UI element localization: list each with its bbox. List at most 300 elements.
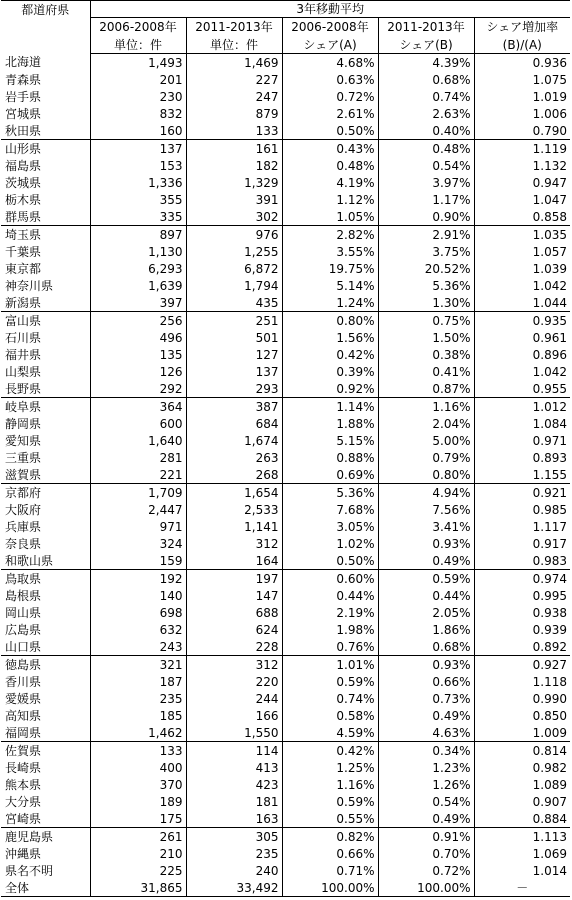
share-b-cell: 0.74% [378, 88, 474, 105]
share-a-cell: 2.61% [282, 105, 378, 122]
share-a-cell: 7.68% [282, 501, 378, 518]
prefecture-cell: 富山県 [1, 312, 90, 330]
share-rate-cell: 1.042 [532, 278, 567, 293]
table-row [1, 294, 570, 312]
prefecture-cell: 福井県 [1, 346, 90, 363]
share-a-cell: 0.59% [282, 673, 378, 690]
share-b-cell: 0.49% [378, 707, 474, 724]
share-b-cell: 0.80% [378, 466, 474, 484]
table-row [1, 312, 570, 330]
table-row [1, 793, 570, 810]
table-row [1, 570, 570, 588]
count-2006-cell: 225 [90, 862, 186, 879]
share-rate-cell: 1.042 [532, 364, 567, 379]
prefecture-cell: 山梨県 [1, 363, 90, 380]
count-2006-cell: 185 [90, 707, 186, 724]
share-b-cell: 7.56% [378, 501, 474, 518]
table-row [1, 174, 570, 191]
count-2011-cell: 1,141 [186, 518, 282, 535]
count-2006-cell: 1,493 [90, 54, 186, 72]
count-2006-cell: 6,293 [90, 260, 186, 277]
count-2011-cell: 182 [186, 157, 282, 174]
share-a-cell: 0.43% [282, 140, 378, 158]
prefecture-cell: 和歌山県 [1, 552, 90, 570]
share-rate-cell: 1.118 [532, 674, 567, 689]
table-row [1, 105, 570, 122]
share-rate-cell: 1.069 [532, 846, 567, 861]
table-row [1, 638, 570, 656]
share-a-cell: 0.80% [282, 312, 378, 330]
share-rate-cell: 0.814 [532, 743, 567, 758]
share-a-cell: 5.14% [282, 277, 378, 294]
count-2011-cell: 147 [186, 587, 282, 604]
prefecture-cell: 山形県 [1, 140, 90, 158]
prefecture-cell: 福岡県 [1, 724, 90, 742]
prefecture-cell: 石川県 [1, 329, 90, 346]
share-rate-cell: 1.047 [532, 192, 567, 207]
share-rate-cell: 0.938 [532, 605, 567, 620]
count-2011-cell: 1,550 [186, 724, 282, 742]
count-2006-cell: 210 [90, 845, 186, 862]
count-2011-cell: 435 [186, 294, 282, 312]
share-a-cell: 0.44% [282, 587, 378, 604]
table-row [1, 208, 570, 226]
count-2011-cell: 197 [186, 570, 282, 588]
share-a-cell: 0.88% [282, 449, 378, 466]
share-b-cell: 0.48% [378, 140, 474, 158]
share-b-cell: 4.94% [378, 484, 474, 502]
share-rate-cell: 0.935 [532, 313, 567, 328]
count-2006-cell: 496 [90, 329, 186, 346]
table-row [1, 191, 570, 208]
share-rate-cell: 1.039 [532, 261, 567, 276]
share-a-cell: 1.88% [282, 415, 378, 432]
prefecture-cell: 県名不明 [1, 862, 90, 879]
share-b-cell: 2.91% [378, 226, 474, 244]
table-row [1, 243, 570, 260]
share-b-cell: 1.30% [378, 294, 474, 312]
count-2011-cell: 263 [186, 449, 282, 466]
count-2006-cell: 230 [90, 88, 186, 105]
share-b-cell: 1.16% [378, 398, 474, 416]
count-2011-cell: 688 [186, 604, 282, 621]
prefecture-cell: 熊本県 [1, 776, 90, 793]
share-a-cell: 0.69% [282, 466, 378, 484]
prefecture-cell: 群馬県 [1, 208, 90, 226]
prefecture-cell: 鹿児島県 [1, 828, 90, 846]
table-row [1, 535, 570, 552]
share-a-cell: 4.68% [282, 54, 378, 72]
share-a-cell: 0.82% [282, 828, 378, 846]
header-moving-average: 3年移動平均 [90, 1, 570, 18]
count-2006-cell: 192 [90, 570, 186, 588]
share-b-cell: 0.66% [378, 673, 474, 690]
count-2011-cell: 227 [186, 71, 282, 88]
table-body [1, 54, 570, 897]
count-2011-cell: 1,329 [186, 174, 282, 191]
prefecture-cell: 宮城県 [1, 105, 90, 122]
share-b-cell: 4.63% [378, 724, 474, 742]
share-b-cell: 4.39% [378, 54, 474, 72]
count-2011-cell: 1,654 [186, 484, 282, 502]
prefecture-cell: 千葉県 [1, 243, 90, 260]
count-2011-cell: 2,533 [186, 501, 282, 518]
count-2006-cell: 187 [90, 673, 186, 690]
share-b-cell: 3.75% [378, 243, 474, 260]
count-2011-cell: 624 [186, 621, 282, 638]
share-rate-cell: 1.089 [532, 777, 567, 792]
share-rate-cell: 1.117 [532, 519, 567, 534]
prefecture-cell: 長崎県 [1, 759, 90, 776]
prefecture-cell: 愛媛県 [1, 690, 90, 707]
prefecture-cell: 新潟県 [1, 294, 90, 312]
count-2006-cell: 698 [90, 604, 186, 621]
table-row [1, 449, 570, 466]
prefecture-cell: 北海道 [1, 54, 90, 72]
count-2006-cell: 261 [90, 828, 186, 846]
share-rate-cell: 1.044 [474, 294, 570, 312]
share-rate-cell: 1.012 [532, 399, 567, 414]
count-2011-cell: 220 [186, 673, 282, 690]
prefecture-cell: 佐賀県 [1, 742, 90, 760]
share-rate-cell: 0.985 [532, 502, 567, 517]
share-rate-cell: 0.982 [532, 760, 567, 775]
prefecture-cell: 神奈川県 [1, 277, 90, 294]
prefecture-cell: 島根県 [1, 587, 90, 604]
share-a-cell: 1.01% [282, 656, 378, 674]
prefecture-cell: 京都府 [1, 484, 90, 502]
share-rate-cell: 0.790 [474, 122, 570, 140]
prefecture-cell: 埼玉県 [1, 226, 90, 244]
share-b-cell: 0.34% [378, 742, 474, 760]
prefecture-cell: 三重県 [1, 449, 90, 466]
share-b-cell: 1.50% [378, 329, 474, 346]
table-row [1, 742, 570, 760]
count-2011-cell: 413 [186, 759, 282, 776]
share-b-cell: 3.41% [378, 518, 474, 535]
share-rate-cell: 1.113 [532, 829, 567, 844]
count-2011-cell: 6,872 [186, 260, 282, 277]
share-b-cell: 0.38% [378, 346, 474, 363]
count-2006-cell: 832 [90, 105, 186, 122]
count-2006-cell: 1,639 [90, 277, 186, 294]
total-row [1, 879, 570, 897]
count-2006-cell: 292 [90, 380, 186, 398]
count-2011-cell: 312 [186, 656, 282, 674]
share-b-cell: 0.54% [378, 157, 474, 174]
table-row [1, 329, 570, 346]
share-rate-cell: 0.917 [532, 536, 567, 551]
prefecture-cell: 茨城県 [1, 174, 90, 191]
count-2006-cell: 160 [90, 122, 186, 140]
share-rate-cell: 0.892 [474, 638, 570, 656]
share-rate-cell: 0.858 [474, 208, 570, 226]
table-row [1, 484, 570, 502]
table-row [1, 398, 570, 416]
share-b-cell: 0.93% [378, 535, 474, 552]
table-row [1, 621, 570, 638]
table-row [1, 415, 570, 432]
table-row [1, 501, 570, 518]
share-a-cell: 1.24% [282, 294, 378, 312]
table-row [1, 776, 570, 793]
share-b-cell: 1.17% [378, 191, 474, 208]
count-2006-cell: 243 [90, 638, 186, 656]
count-2011-cell: 1,674 [186, 432, 282, 449]
share-a-cell: 1.05% [282, 208, 378, 226]
count-2011-cell: 387 [186, 398, 282, 416]
share-a-cell: 0.55% [282, 810, 378, 828]
count-2006-cell: 135 [90, 346, 186, 363]
count-2006-cell: 153 [90, 157, 186, 174]
share-rate-cell: 0.947 [532, 175, 567, 190]
share-b-cell: 0.87% [378, 380, 474, 398]
count-2006-cell: 335 [90, 208, 186, 226]
prefecture-cell: 青森県 [1, 71, 90, 88]
share-a-cell: 3.55% [282, 243, 378, 260]
share-a-cell: 0.74% [282, 690, 378, 707]
share-b-cell: 1.23% [378, 759, 474, 776]
share-rate-cell: 1.006 [532, 106, 567, 121]
prefecture-cell: 岩手県 [1, 88, 90, 105]
count-2006-cell: 189 [90, 793, 186, 810]
header-count-2011: 2011-2013年 [186, 18, 282, 37]
count-2006-cell: 1,130 [90, 243, 186, 260]
share-a-cell: 5.36% [282, 484, 378, 502]
count-2011-cell: 164 [186, 552, 282, 570]
prefecture-cell: 全体 [1, 879, 90, 897]
count-2011-cell: 293 [186, 380, 282, 398]
count-2006-cell: 370 [90, 776, 186, 793]
count-2011-cell: 163 [186, 810, 282, 828]
count-2006-cell: 1,336 [90, 174, 186, 191]
share-b-cell: 0.54% [378, 793, 474, 810]
share-a-cell: 1.02% [282, 535, 378, 552]
prefecture-cell: 山口県 [1, 638, 90, 656]
count-2006-cell: 364 [90, 398, 186, 416]
table-row [1, 277, 570, 294]
share-rate-cell: 0.921 [532, 485, 567, 500]
table-row [1, 552, 570, 570]
prefecture-cell: 広島県 [1, 621, 90, 638]
share-rate-cell: 0.893 [532, 450, 567, 465]
table-row [1, 862, 570, 879]
count-2006-cell: 2,447 [90, 501, 186, 518]
table-row [1, 71, 570, 88]
count-2011-cell: 137 [186, 363, 282, 380]
share-a-cell: 0.42% [282, 346, 378, 363]
count-2006-cell: 175 [90, 810, 186, 828]
table-row [1, 363, 570, 380]
share-a-cell: 0.66% [282, 845, 378, 862]
share-a-cell: 0.63% [282, 71, 378, 88]
count-2011-cell: 501 [186, 329, 282, 346]
share-rate-cell: － [474, 879, 570, 897]
count-2011-cell: 235 [186, 845, 282, 862]
share-rate-cell: 0.961 [532, 330, 567, 345]
share-a-cell: 1.25% [282, 759, 378, 776]
table-row [1, 656, 570, 674]
share-rate-cell: 0.939 [532, 622, 567, 637]
count-2006-cell: 159 [90, 552, 186, 570]
share-rate-cell: 0.896 [532, 347, 567, 362]
count-2011-cell: 302 [186, 208, 282, 226]
table-row [1, 759, 570, 776]
table-row [1, 226, 570, 244]
share-rate-cell: 1.035 [532, 227, 567, 242]
table-row [1, 380, 570, 398]
share-a-cell: 0.92% [282, 380, 378, 398]
share-a-cell: 0.50% [282, 122, 378, 140]
count-2011-cell: 879 [186, 105, 282, 122]
share-a-cell: 0.42% [282, 742, 378, 760]
header-share-2011: 2011-2013年 [378, 18, 474, 37]
table-row [1, 466, 570, 484]
prefecture-cell: 香川県 [1, 673, 90, 690]
count-2006-cell: 31,865 [90, 879, 186, 897]
count-2006-cell: 971 [90, 518, 186, 535]
count-2006-cell: 137 [90, 140, 186, 158]
share-a-cell: 1.14% [282, 398, 378, 416]
prefecture-share-table [1, 0, 570, 897]
count-2011-cell: 976 [186, 226, 282, 244]
prefecture-cell: 滋賀県 [1, 466, 90, 484]
share-a-cell: 19.75% [282, 260, 378, 277]
count-2006-cell: 897 [90, 226, 186, 244]
share-rate-cell: 0.936 [532, 55, 567, 70]
share-b-cell: 0.49% [378, 810, 474, 828]
share-a-cell: 2.19% [282, 604, 378, 621]
share-b-cell: 100.00% [378, 879, 474, 897]
table-row [1, 845, 570, 862]
share-a-cell: 1.16% [282, 776, 378, 793]
share-rate-cell: 1.084 [532, 416, 567, 431]
count-2006-cell: 140 [90, 587, 186, 604]
share-rate-cell: 1.014 [532, 863, 567, 878]
share-b-cell: 0.70% [378, 845, 474, 862]
header-unit-2011: 単位：件 [186, 36, 282, 54]
prefecture-cell: 岐阜県 [1, 398, 90, 416]
share-rate-cell: 0.990 [532, 691, 567, 706]
prefecture-cell: 長野県 [1, 380, 90, 398]
share-rate-cell: 0.971 [532, 433, 567, 448]
count-2011-cell: 391 [186, 191, 282, 208]
share-a-cell: 1.12% [282, 191, 378, 208]
header-share-b: シェア(B) [378, 36, 474, 54]
share-a-cell: 4.19% [282, 174, 378, 191]
prefecture-cell: 秋田県 [1, 122, 90, 140]
count-2006-cell: 1,709 [90, 484, 186, 502]
table-row [1, 54, 570, 72]
share-b-cell: 0.73% [378, 690, 474, 707]
share-rate-cell: 0.974 [532, 571, 567, 586]
prefecture-cell: 徳島県 [1, 656, 90, 674]
count-2006-cell: 1,640 [90, 432, 186, 449]
count-2006-cell: 235 [90, 690, 186, 707]
count-2011-cell: 1,469 [186, 54, 282, 72]
share-b-cell: 0.49% [378, 552, 474, 570]
share-b-cell: 0.68% [378, 638, 474, 656]
share-rate-cell: 1.155 [474, 466, 570, 484]
header-count-2006: 2006-2008年 [90, 18, 186, 37]
count-2006-cell: 256 [90, 312, 186, 330]
prefecture-cell: 宮崎県 [1, 810, 90, 828]
share-a-cell: 1.98% [282, 621, 378, 638]
prefecture-cell: 静岡県 [1, 415, 90, 432]
count-2011-cell: 251 [186, 312, 282, 330]
share-a-cell: 5.15% [282, 432, 378, 449]
share-rate-cell: 1.075 [532, 72, 567, 87]
share-b-cell: 1.86% [378, 621, 474, 638]
table-row [1, 707, 570, 724]
count-2006-cell: 221 [90, 466, 186, 484]
share-b-cell: 0.68% [378, 71, 474, 88]
table-row [1, 88, 570, 105]
share-a-cell: 0.50% [282, 552, 378, 570]
share-a-cell: 4.59% [282, 724, 378, 742]
share-b-cell: 0.72% [378, 862, 474, 879]
table-row [1, 604, 570, 621]
count-2011-cell: 228 [186, 638, 282, 656]
share-b-cell: 0.59% [378, 570, 474, 588]
prefecture-cell: 愛知県 [1, 432, 90, 449]
share-rate-cell: 0.983 [474, 552, 570, 570]
share-b-cell: 20.52% [378, 260, 474, 277]
share-b-cell: 0.93% [378, 656, 474, 674]
count-2011-cell: 161 [186, 140, 282, 158]
share-a-cell: 0.76% [282, 638, 378, 656]
share-a-cell: 1.56% [282, 329, 378, 346]
share-rate-cell: 0.995 [532, 588, 567, 603]
table-row [1, 724, 570, 742]
count-2011-cell: 181 [186, 793, 282, 810]
table-row [1, 260, 570, 277]
share-rate-cell: 0.884 [474, 810, 570, 828]
share-rate-cell: 0.850 [532, 708, 567, 723]
share-a-cell: 0.59% [282, 793, 378, 810]
table-row [1, 690, 570, 707]
table-row [1, 673, 570, 690]
share-rate-cell: 0.927 [532, 657, 567, 672]
header-rate-formula: (B)/(A) [474, 36, 570, 54]
share-b-cell: 3.97% [378, 174, 474, 191]
share-b-cell: 2.05% [378, 604, 474, 621]
prefecture-cell: 奈良県 [1, 535, 90, 552]
share-b-cell: 2.04% [378, 415, 474, 432]
count-2006-cell: 397 [90, 294, 186, 312]
share-a-cell: 0.39% [282, 363, 378, 380]
count-2006-cell: 632 [90, 621, 186, 638]
prefecture-cell: 福島県 [1, 157, 90, 174]
share-a-cell: 0.71% [282, 862, 378, 879]
share-rate-cell: 1.009 [474, 724, 570, 742]
prefecture-cell: 大分県 [1, 793, 90, 810]
count-2011-cell: 166 [186, 707, 282, 724]
header-unit-2006: 単位：件 [90, 36, 186, 54]
prefecture-cell: 大阪府 [1, 501, 90, 518]
count-2011-cell: 1,255 [186, 243, 282, 260]
share-rate-cell: 1.057 [532, 244, 567, 259]
count-2011-cell: 312 [186, 535, 282, 552]
table-row [1, 157, 570, 174]
share-rate-cell: 1.119 [532, 141, 567, 156]
share-rate-cell: 1.132 [532, 158, 567, 173]
share-rate-cell: 1.019 [532, 89, 567, 104]
share-b-cell: 0.41% [378, 363, 474, 380]
count-2011-cell: 423 [186, 776, 282, 793]
count-2006-cell: 324 [90, 535, 186, 552]
share-a-cell: 2.82% [282, 226, 378, 244]
